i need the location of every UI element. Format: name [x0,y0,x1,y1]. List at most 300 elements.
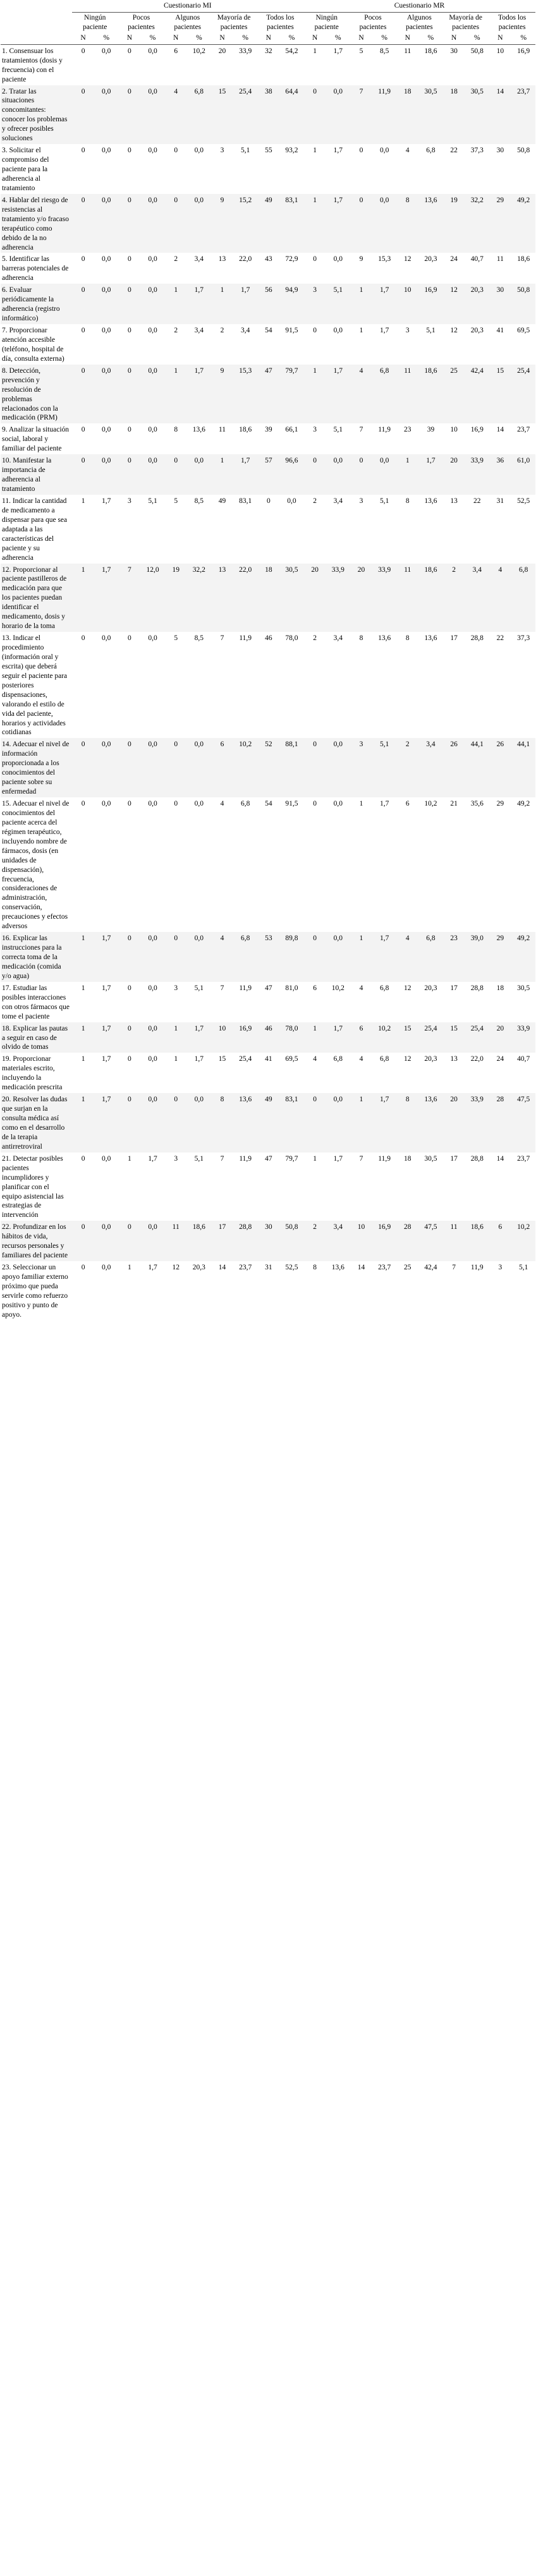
percent-cell: 5,1 [333,426,343,434]
percent-cell: 5,1 [194,1154,204,1163]
count-cell: 20 [496,1024,504,1032]
count-cell: 18 [496,984,504,992]
percent-cell: 3,4 [240,327,250,334]
count-cell: 8 [220,1096,224,1104]
percent-cell: 6,8 [240,800,250,807]
count-cell: 54 [265,327,272,334]
count-cell: 0 [128,800,131,807]
percent-cell: 18,6 [424,366,437,375]
percent-cell: 28,8 [239,1223,252,1231]
count-cell: 1 [313,366,317,375]
percent-cell: 0,0 [102,47,111,55]
count-cell: 0 [174,934,178,943]
subcolumn-header: N [164,33,187,44]
percent-cell: 0,0 [102,800,111,807]
percent-cell: 13,6 [424,196,437,204]
count-cell: 3 [313,426,317,434]
count-cell: 8 [405,497,410,505]
count-cell: 11 [404,565,411,574]
percent-cell: 20,3 [424,984,437,992]
count-cell: 47 [265,1154,272,1163]
percent-cell: 64,4 [285,87,298,95]
count-cell: 3 [174,1154,178,1163]
percent-cell: 1,7 [148,1154,157,1163]
percent-cell: 23,7 [239,1264,252,1272]
count-cell: 0 [359,457,363,465]
count-cell: 4 [313,1055,317,1063]
count-cell: 12 [404,255,411,263]
count-cell: 18 [404,87,411,95]
count-cell: 0 [128,286,131,294]
count-cell: 31 [265,1264,272,1272]
count-cell: 49 [265,196,272,204]
percent-cell: 52,5 [517,497,530,505]
count-cell: 0 [128,1223,131,1231]
count-cell: 29 [496,196,504,204]
percent-cell: 5,1 [148,497,157,505]
percent-cell: 22,0 [470,1055,484,1063]
percent-cell: 0,0 [102,327,111,334]
percent-cell: 11,9 [378,1154,391,1163]
row-label: 4. Hablar del riesgo de resistencias al tratamiento y/o fracaso terapéutico como debido de la no adherencia [2,196,70,251]
count-cell: 4 [405,147,410,155]
count-cell: 0 [174,457,178,465]
percent-cell: 42,4 [424,1264,437,1272]
count-cell: 1 [81,1096,85,1104]
count-cell: 1 [174,366,178,375]
percent-cell: 0,0 [379,196,389,204]
percent-cell: 50,8 [517,286,530,294]
count-cell: 7 [359,426,363,434]
percent-cell: 0,0 [148,196,157,204]
count-cell: 10 [404,286,411,294]
percent-cell: 0,0 [102,426,111,434]
percent-cell: 0,0 [148,800,157,807]
percent-cell: 25,4 [424,1024,437,1032]
percent-cell: 13,6 [424,634,437,643]
count-cell: 26 [496,741,504,749]
count-cell: 0 [81,426,85,434]
percent-cell: 6,8 [519,565,528,574]
count-cell: 0 [128,47,131,55]
percent-cell: 11,9 [239,984,252,992]
count-cell: 6 [359,1024,363,1032]
count-cell: 14 [496,1154,504,1163]
percent-cell: 28,8 [470,1154,484,1163]
percent-cell: 1,7 [379,800,389,807]
count-cell: 7 [220,634,224,643]
row-label: 22. Profundizar en los hábitos de vida, recursos personales y familiares del paciente [2,1223,68,1260]
row-label: 11. Indicar la cantidad de medicamento a dispensar para que sea adaptada a las características del paciente y su adherencia [2,497,68,562]
count-cell: 2 [313,1223,317,1231]
table-row [1,1152,535,1221]
table-row [1,1221,535,1261]
percent-cell: 1,7 [102,934,111,943]
percent-cell: 6,8 [379,984,389,992]
count-cell: 0 [313,87,317,95]
percent-cell: 15,3 [378,255,391,263]
count-cell: 1 [174,1024,178,1032]
row-label: 5. Identificar las barreras potenciales de adherencia [2,255,69,282]
percent-cell: 5,1 [240,147,250,155]
count-cell: 0 [174,1096,178,1104]
percent-cell: 13,6 [331,1264,344,1272]
percent-cell: 20,3 [424,1055,437,1063]
percent-cell: 0,0 [148,1024,157,1032]
percent-cell: 16,9 [517,47,530,55]
percent-cell: 0,0 [102,1223,111,1231]
percent-cell: 5,1 [379,741,389,749]
count-cell: 17 [218,1223,226,1231]
percent-cell: 83,1 [285,1096,298,1104]
percent-cell: 1,7 [333,1024,343,1032]
count-cell: 1 [405,457,410,465]
count-cell: 25 [450,366,458,375]
percent-cell: 1,7 [379,934,389,943]
count-cell: 0 [128,984,131,992]
percent-cell: 39 [427,426,435,434]
count-cell: 0 [81,87,85,95]
count-cell: 1 [174,286,178,294]
count-cell: 4 [359,1055,363,1063]
row-label: 20. Resolver las dudas que surjan en la consulta médica así como en el desarrollo de la terapia antirretroviral [2,1096,68,1151]
subcolumn-header: % [373,33,396,44]
count-cell: 41 [265,1055,272,1063]
header-empty [1,0,72,12]
count-cell: 13 [218,565,226,574]
count-cell: 24 [450,255,458,263]
percent-cell: 30,5 [517,984,530,992]
percent-cell: 20,3 [424,255,437,263]
percent-cell: 33,9 [470,457,484,465]
subcolumn-header: % [280,33,303,44]
percent-cell: 1,7 [194,286,204,294]
group-header-mr: Cuestionario MR [303,0,535,12]
header-empty [1,33,72,44]
percent-cell: 72,9 [285,255,298,263]
count-cell: 4 [359,366,363,375]
percent-cell: 69,5 [517,327,530,334]
count-cell: 1 [81,934,85,943]
category-header: Ningún paciente [314,13,339,31]
count-cell: 0 [174,196,178,204]
percent-cell: 13,6 [424,1096,437,1104]
percent-cell: 1,7 [379,327,389,334]
count-cell: 17 [450,634,458,643]
percent-cell: 28,8 [470,984,484,992]
percent-cell: 10,2 [239,741,252,749]
count-cell: 10 [496,47,504,55]
percent-cell: 0,0 [148,327,157,334]
percent-cell: 0,0 [333,1096,343,1104]
count-cell: 10 [218,1024,226,1032]
percent-cell: 66,1 [285,426,298,434]
count-cell: 9 [220,366,224,375]
count-cell: 0 [81,1223,85,1231]
table-row [1,454,535,495]
count-cell: 4 [220,800,224,807]
count-cell: 36 [496,457,504,465]
count-cell: 11 [496,255,504,263]
percent-cell: 13,6 [424,497,437,505]
percent-cell: 0,0 [194,934,204,943]
count-cell: 0 [81,327,85,334]
table-row [1,44,535,85]
count-cell: 12 [404,1055,411,1063]
percent-cell: 18,6 [470,1223,484,1231]
header-empty [1,12,72,32]
percent-cell: 33,9 [239,47,252,55]
percent-cell: 0,0 [333,87,343,95]
percent-cell: 0,0 [333,327,343,334]
count-cell: 7 [220,1154,224,1163]
count-cell: 1 [81,497,85,505]
percent-cell: 0,0 [194,147,204,155]
percent-cell: 13,6 [192,426,205,434]
count-cell: 15 [218,1055,226,1063]
subcolumn-header: N [396,33,419,44]
percent-cell: 11,9 [378,87,391,95]
subcolumn-header: N [72,33,95,44]
percent-cell: 94,9 [285,286,298,294]
count-cell: 39 [265,426,272,434]
count-cell: 19 [450,196,458,204]
count-cell: 0 [128,1055,131,1063]
count-cell: 15 [218,87,226,95]
count-cell: 1 [81,1055,85,1063]
percent-cell: 1,7 [102,497,111,505]
percent-cell: 32,2 [470,196,484,204]
count-cell: 7 [359,1154,363,1163]
percent-cell: 91,5 [285,327,298,334]
count-cell: 3 [498,1264,502,1272]
percent-cell: 0,0 [379,457,389,465]
count-cell: 3 [128,497,131,505]
row-label: 8. Detección, prevención y resolución de problemas relacionados con la medicación (PRM) [2,366,58,422]
count-cell: 3 [174,984,178,992]
percent-cell: 1,7 [333,366,343,375]
count-cell: 1 [128,1264,131,1272]
percent-cell: 50,8 [470,47,484,55]
percent-cell: 25,4 [239,1055,252,1063]
count-cell: 0 [313,327,317,334]
count-cell: 1 [313,1024,317,1032]
count-cell: 0 [174,741,178,749]
percent-cell: 5,1 [333,286,343,294]
count-cell: 43 [265,255,272,263]
count-cell: 11 [404,366,411,375]
percent-cell: 1,7 [333,47,343,55]
count-cell: 10 [357,1223,365,1231]
percent-cell: 8,5 [194,497,204,505]
percent-cell: 49,2 [517,196,530,204]
percent-cell: 50,8 [285,1223,298,1231]
subcolumn-header: % [187,33,210,44]
count-cell: 4 [405,934,410,943]
percent-cell: 0,0 [333,741,343,749]
percent-cell: 13,6 [239,1096,252,1104]
percent-cell: 10,2 [424,800,437,807]
subcolumn-header: N [257,33,280,44]
count-cell: 11 [404,47,411,55]
percent-cell: 0,0 [333,255,343,263]
table-container [1,0,535,1321]
table-row [1,194,535,253]
percent-cell: 3,4 [194,255,204,263]
percent-cell: 33,9 [378,565,391,574]
percent-cell: 79,7 [285,1154,298,1163]
count-cell: 53 [265,934,272,943]
percent-cell: 1,7 [333,1154,343,1163]
percent-cell: 16,9 [239,1024,252,1032]
percent-cell: 3,4 [333,1223,343,1231]
count-cell: 1 [313,47,317,55]
percent-cell: 10,2 [378,1024,391,1032]
count-cell: 8 [313,1264,317,1272]
percent-cell: 78,0 [285,634,298,643]
subcolumn-header: % [465,33,489,44]
row-label: 6. Evaluar periódicamente la adherencia (registro informático) [2,286,60,323]
percent-cell: 23,7 [517,426,530,434]
table-row [1,797,535,932]
percent-cell: 13,6 [378,634,391,643]
count-cell: 7 [128,565,131,574]
subcolumn-header: % [511,33,535,44]
count-cell: 4 [174,87,178,95]
count-cell: 14 [357,1264,365,1272]
table-row [1,85,535,145]
percent-cell: 61,0 [517,457,530,465]
count-cell: 18 [450,87,458,95]
count-cell: 2 [313,497,317,505]
percent-cell: 18,6 [424,47,437,55]
percent-cell: 33,9 [470,1096,484,1104]
row-label: 13. Indicar el procedimiento (información oral y escrita) que deberá seguir el paciente para posteriores dispensaciones, valorando el estilo de vida del paciente, horarios y actividades cotidianas [2,634,68,737]
count-cell: 0 [81,1264,85,1272]
percent-cell: 11,9 [239,634,252,643]
count-cell: 1 [174,1055,178,1063]
count-cell: 2 [220,327,224,334]
percent-cell: 12,0 [146,565,159,574]
percent-cell: 91,5 [285,800,298,807]
category-header: Mayoría de pacientes [217,13,251,31]
count-cell: 2 [452,565,456,574]
count-cell: 22 [496,634,504,643]
count-cell: 0 [313,457,317,465]
count-cell: 0 [128,457,131,465]
count-cell: 3 [359,741,363,749]
count-cell: 2 [313,634,317,643]
percent-cell: 0,0 [102,366,111,375]
percent-cell: 44,1 [470,741,484,749]
percent-cell: 0,0 [148,1055,157,1063]
percent-cell: 83,1 [239,497,252,505]
subcolumn-header: % [419,33,442,44]
count-cell: 2 [405,741,410,749]
percent-cell: 0,0 [102,1154,111,1163]
percent-cell: 0,0 [148,634,157,643]
count-cell: 0 [174,800,178,807]
percent-cell: 37,3 [470,147,484,155]
percent-cell: 30,5 [285,565,298,574]
percent-cell: 23,7 [517,1154,530,1163]
count-cell: 0 [266,497,271,505]
percent-cell: 0,0 [148,457,157,465]
table-row [1,632,535,738]
row-label: 12. Proporcionar al paciente pastilleros de medicación para que los pacientes puedan identificar el medicamento, dosis y horario de la toma [2,565,67,631]
count-cell: 17 [450,984,458,992]
count-cell: 0 [313,1096,317,1104]
count-cell: 1 [313,147,317,155]
percent-cell: 81,0 [285,984,298,992]
table-row [1,324,535,365]
count-cell: 29 [496,800,504,807]
count-cell: 52 [265,741,272,749]
percent-cell: 10,2 [331,984,344,992]
percent-cell: 0,0 [148,255,157,263]
count-cell: 23 [450,934,458,943]
count-cell: 8 [405,196,410,204]
table-row [1,144,535,194]
count-cell: 21 [450,800,458,807]
percent-cell: 1,7 [240,457,250,465]
count-cell: 1 [359,1096,363,1104]
count-cell: 1 [359,934,363,943]
count-cell: 14 [496,426,504,434]
percent-cell: 1,7 [148,1264,157,1272]
row-label: 17. Estudiar las posibles interacciones con otros fármacos que tome el paciente [2,984,70,1020]
percent-cell: 42,4 [470,366,484,375]
percent-cell: 0,0 [333,934,343,943]
count-cell: 15 [496,366,504,375]
count-cell: 20 [450,457,458,465]
survey-results-table [1,0,535,1321]
count-cell: 8 [359,634,363,643]
subcolumn-header: % [95,33,118,44]
percent-cell: 89,8 [285,934,298,943]
count-cell: 11 [450,1223,458,1231]
count-cell: 31 [496,497,504,505]
category-header: Todos los pacientes [498,13,527,31]
percent-cell: 10,2 [192,47,205,55]
percent-cell: 35,6 [470,800,484,807]
count-cell: 15 [450,1024,458,1032]
percent-cell: 32,2 [192,565,205,574]
percent-cell: 18,6 [192,1223,205,1231]
count-cell: 1 [359,800,363,807]
count-cell: 19 [172,565,180,574]
count-cell: 1 [220,457,224,465]
percent-cell: 11,9 [239,1154,252,1163]
count-cell: 0 [128,196,131,204]
percent-cell: 33,9 [331,565,344,574]
count-cell: 18 [265,565,272,574]
percent-cell: 22,0 [239,565,252,574]
count-cell: 38 [265,87,272,95]
count-cell: 12 [450,327,458,334]
percent-cell: 0,0 [379,147,389,155]
count-cell: 7 [220,984,224,992]
category-header: Todos los pacientes [266,13,295,31]
percent-cell: 18,6 [239,426,252,434]
count-cell: 47 [265,984,272,992]
count-cell: 28 [496,1096,504,1104]
count-cell: 11 [172,1223,180,1231]
subcolumn-header: N [350,33,372,44]
percent-cell: 8,5 [379,47,389,55]
percent-cell: 0,0 [102,147,111,155]
count-cell: 6 [498,1223,502,1231]
